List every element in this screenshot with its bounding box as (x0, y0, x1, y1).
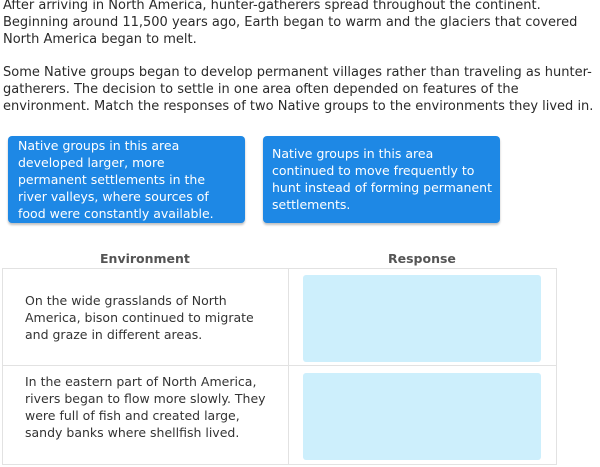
column-divider (288, 269, 289, 464)
row-divider (3, 365, 556, 366)
intro-paragraph-2: Some Native groups began to develop permanent villages rather than traveling as hunter-gatherers. The decision to settle in one area often depended on features of the environment. Match the responses of two Native groups to the environments they lived in. (3, 65, 594, 114)
drag-tile-text: Native groups in this area developed larger, more permanent settlements in the river valleys, where sources of food were constantly available. (18, 138, 214, 221)
environment-cell-eastern-rivers: In the eastern part of North America, rivers began to flow more slowly. They were full of fish and created large, sandy banks where shellfish lived. (25, 374, 266, 440)
response-drop-target-1[interactable] (303, 275, 541, 362)
drag-tile-text: Native groups in this area continued to move frequently to hunt instead of forming permanent settlements. (272, 146, 492, 212)
matching-table (2, 268, 557, 465)
column-header-environment: Environment (100, 251, 190, 266)
drag-tile-settlements[interactable] (8, 136, 245, 223)
environment-cell-grasslands: On the wide grasslands of North America, bison continued to migrate and graze in different areas. (25, 293, 254, 342)
drag-tile-nomadic[interactable] (263, 136, 500, 223)
response-drop-target-2[interactable] (303, 373, 541, 460)
intro-paragraph-1: After arriving in North America, hunter-gatherers spread throughout the continent. Beginning around 11,500 years ago, Earth began to warm and the glaciers that covered North America began to melt. (3, 0, 578, 47)
column-header-response: Response (388, 251, 456, 266)
